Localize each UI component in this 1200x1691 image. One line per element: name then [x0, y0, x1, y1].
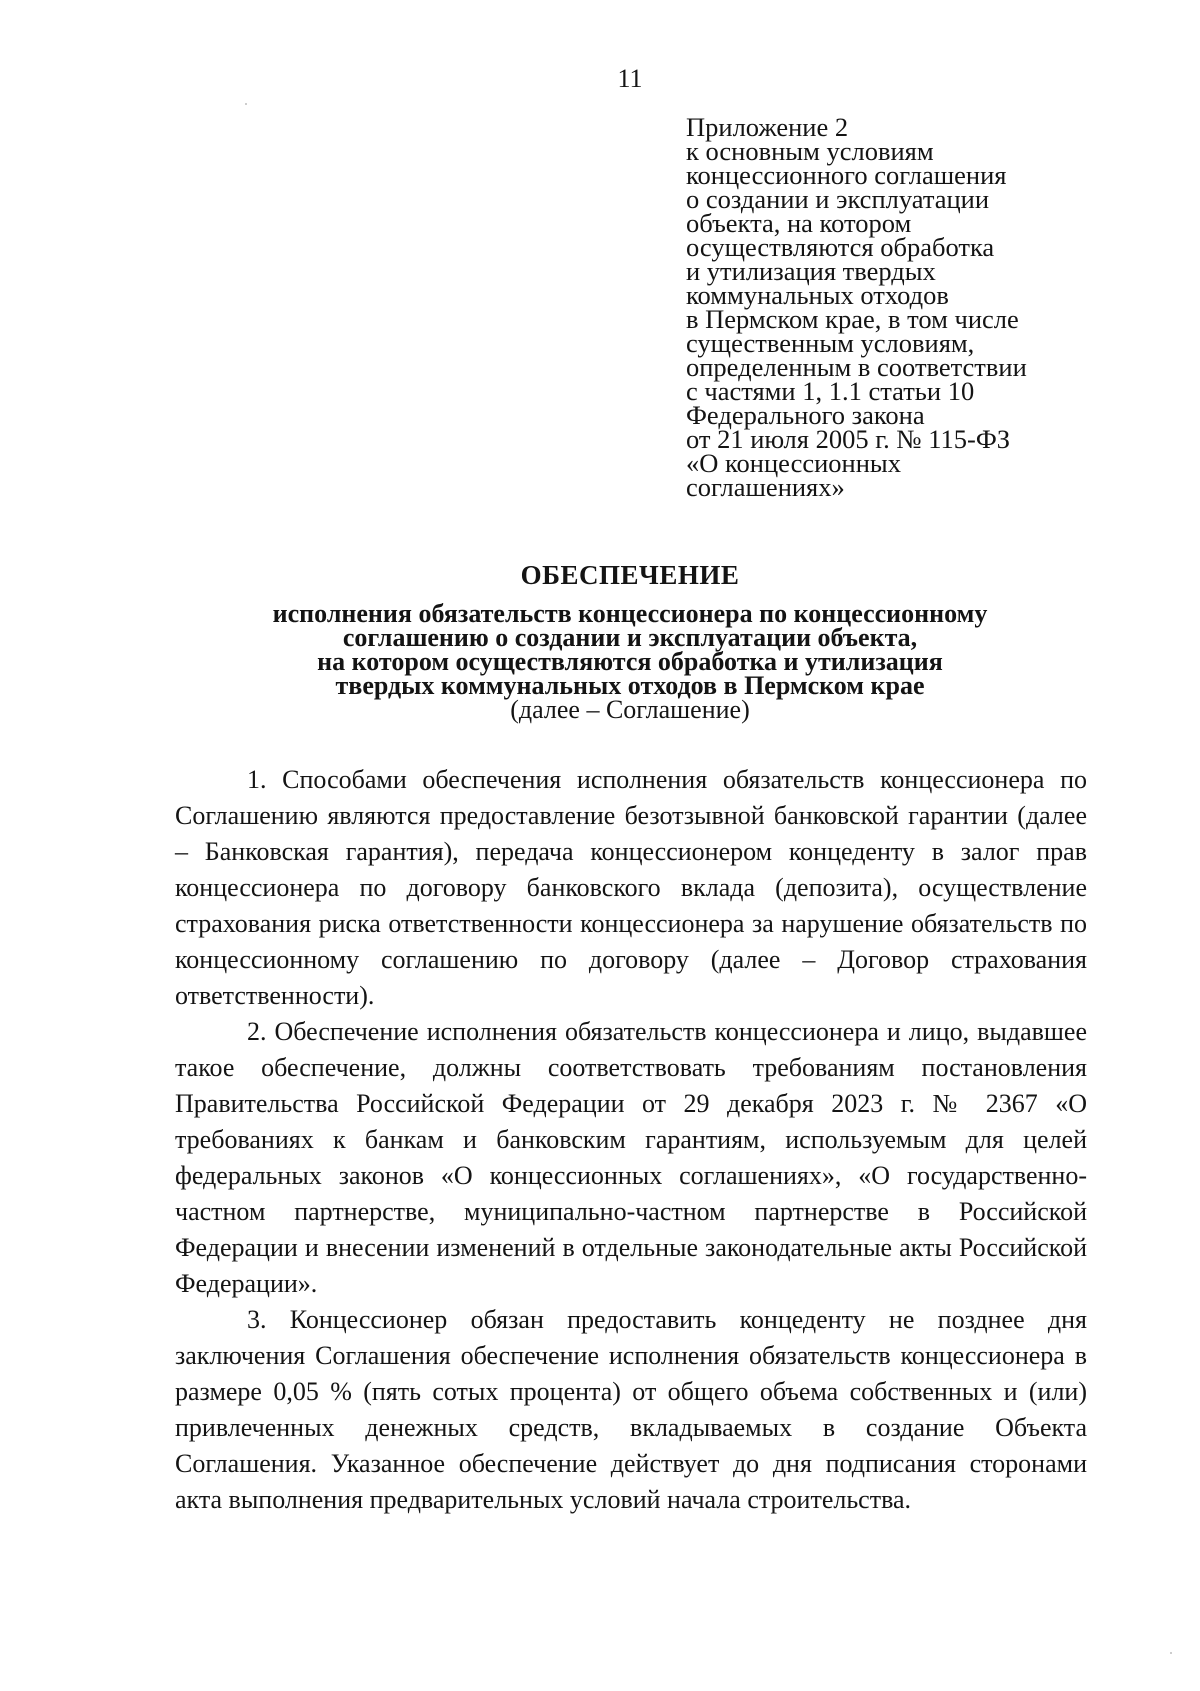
appendix-line: Приложение 2 — [686, 112, 849, 142]
page-number: 11 — [617, 64, 643, 93]
appendix-line: с частями 1, 1.1 статьи 10 — [686, 376, 975, 406]
title-block — [150, 560, 1110, 722]
appendix-line: Федерального закона — [686, 400, 925, 430]
scan-speck — [245, 103, 247, 105]
document-body — [175, 762, 1087, 1518]
document-title: ОБЕСПЕЧЕНИЕ — [520, 560, 740, 590]
subtitle-line: соглашению о создании и эксплуатации объекта, — [342, 623, 918, 652]
appendix-line: определенным в соответствии — [686, 352, 1027, 382]
appendix-line: коммунальных отходов — [686, 280, 949, 310]
paragraph-1: 1. Способами обеспечения исполнения обязательств концессионера по Соглашению являются предоставление безотзывной банковской гарантии (далее – Банковская гарантия), передача концессионером концеденту в залог прав концессионера по договору банковского вклада (депозита), осуществление страхования риска ответственности концессионера за нарушение обязательств по концессионному соглашению по договору (далее – Договор страхования ответственности). — [175, 765, 1087, 1010]
subtitle-line: твердых коммунальных отходов в Пермском крае — [335, 671, 925, 700]
appendix-line: осуществляются обработка — [686, 232, 995, 262]
appendix-line: объекта, на котором — [686, 208, 912, 238]
appendix-line: от 21 июля 2005 г. № 115-ФЗ — [686, 424, 1011, 454]
subtitle-note: (далее – Соглашение) — [510, 695, 750, 724]
appendix-line: в Пермском крае, в том числе — [686, 304, 1019, 334]
document-subtitle — [150, 599, 1110, 700]
subtitle-line: исполнения обязательств концессионера по концессионному — [272, 599, 988, 628]
appendix-line: о создании и эксплуатации — [686, 184, 990, 214]
appendix-line: существенным условиям, — [686, 328, 975, 358]
appendix-line: соглашениях» — [686, 472, 845, 502]
subtitle-line: на котором осуществляются обработка и утилизация — [317, 647, 943, 676]
appendix-header — [686, 112, 1106, 502]
appendix-line: концессионного соглашения — [686, 160, 1007, 190]
paragraph-2: 2. Обеспечение исполнения обязательств концессионера и лицо, выдавшее такое обеспечение, должны соответствовать требованиям постановления Правительства Российской Федерации от 29 декабря 2023 г. № 2367 «О требованиях к банкам и банковским гарантиям, используемым для целей федеральных законов «О концессионных соглашениях», «О государственно-частном партнерстве, муниципально-частном партнерстве в Российской Федерации и внесении изменений в отдельные законодательные акты Российской Федерации». — [175, 1017, 1087, 1298]
appendix-line: к основным условиям — [686, 136, 934, 166]
scan-speck — [1170, 1652, 1172, 1654]
paragraph-3: 3. Концессионер обязан предоставить концеденту не позднее дня заключения Соглашения обеспечение исполнения обязательств концессионера в размере 0,05 % (пять сотых процента) от общего объема собственных и (или) привлеченных денежных средств, вкладываемых в создание Объекта Соглашения. Указанное обеспечение действует до дня подписания сторонами акта выполнения предварительных условий начала строительства. — [175, 1305, 1087, 1514]
appendix-line: «О концессионных — [686, 448, 901, 478]
appendix-line: и утилизация твердых — [686, 256, 936, 286]
